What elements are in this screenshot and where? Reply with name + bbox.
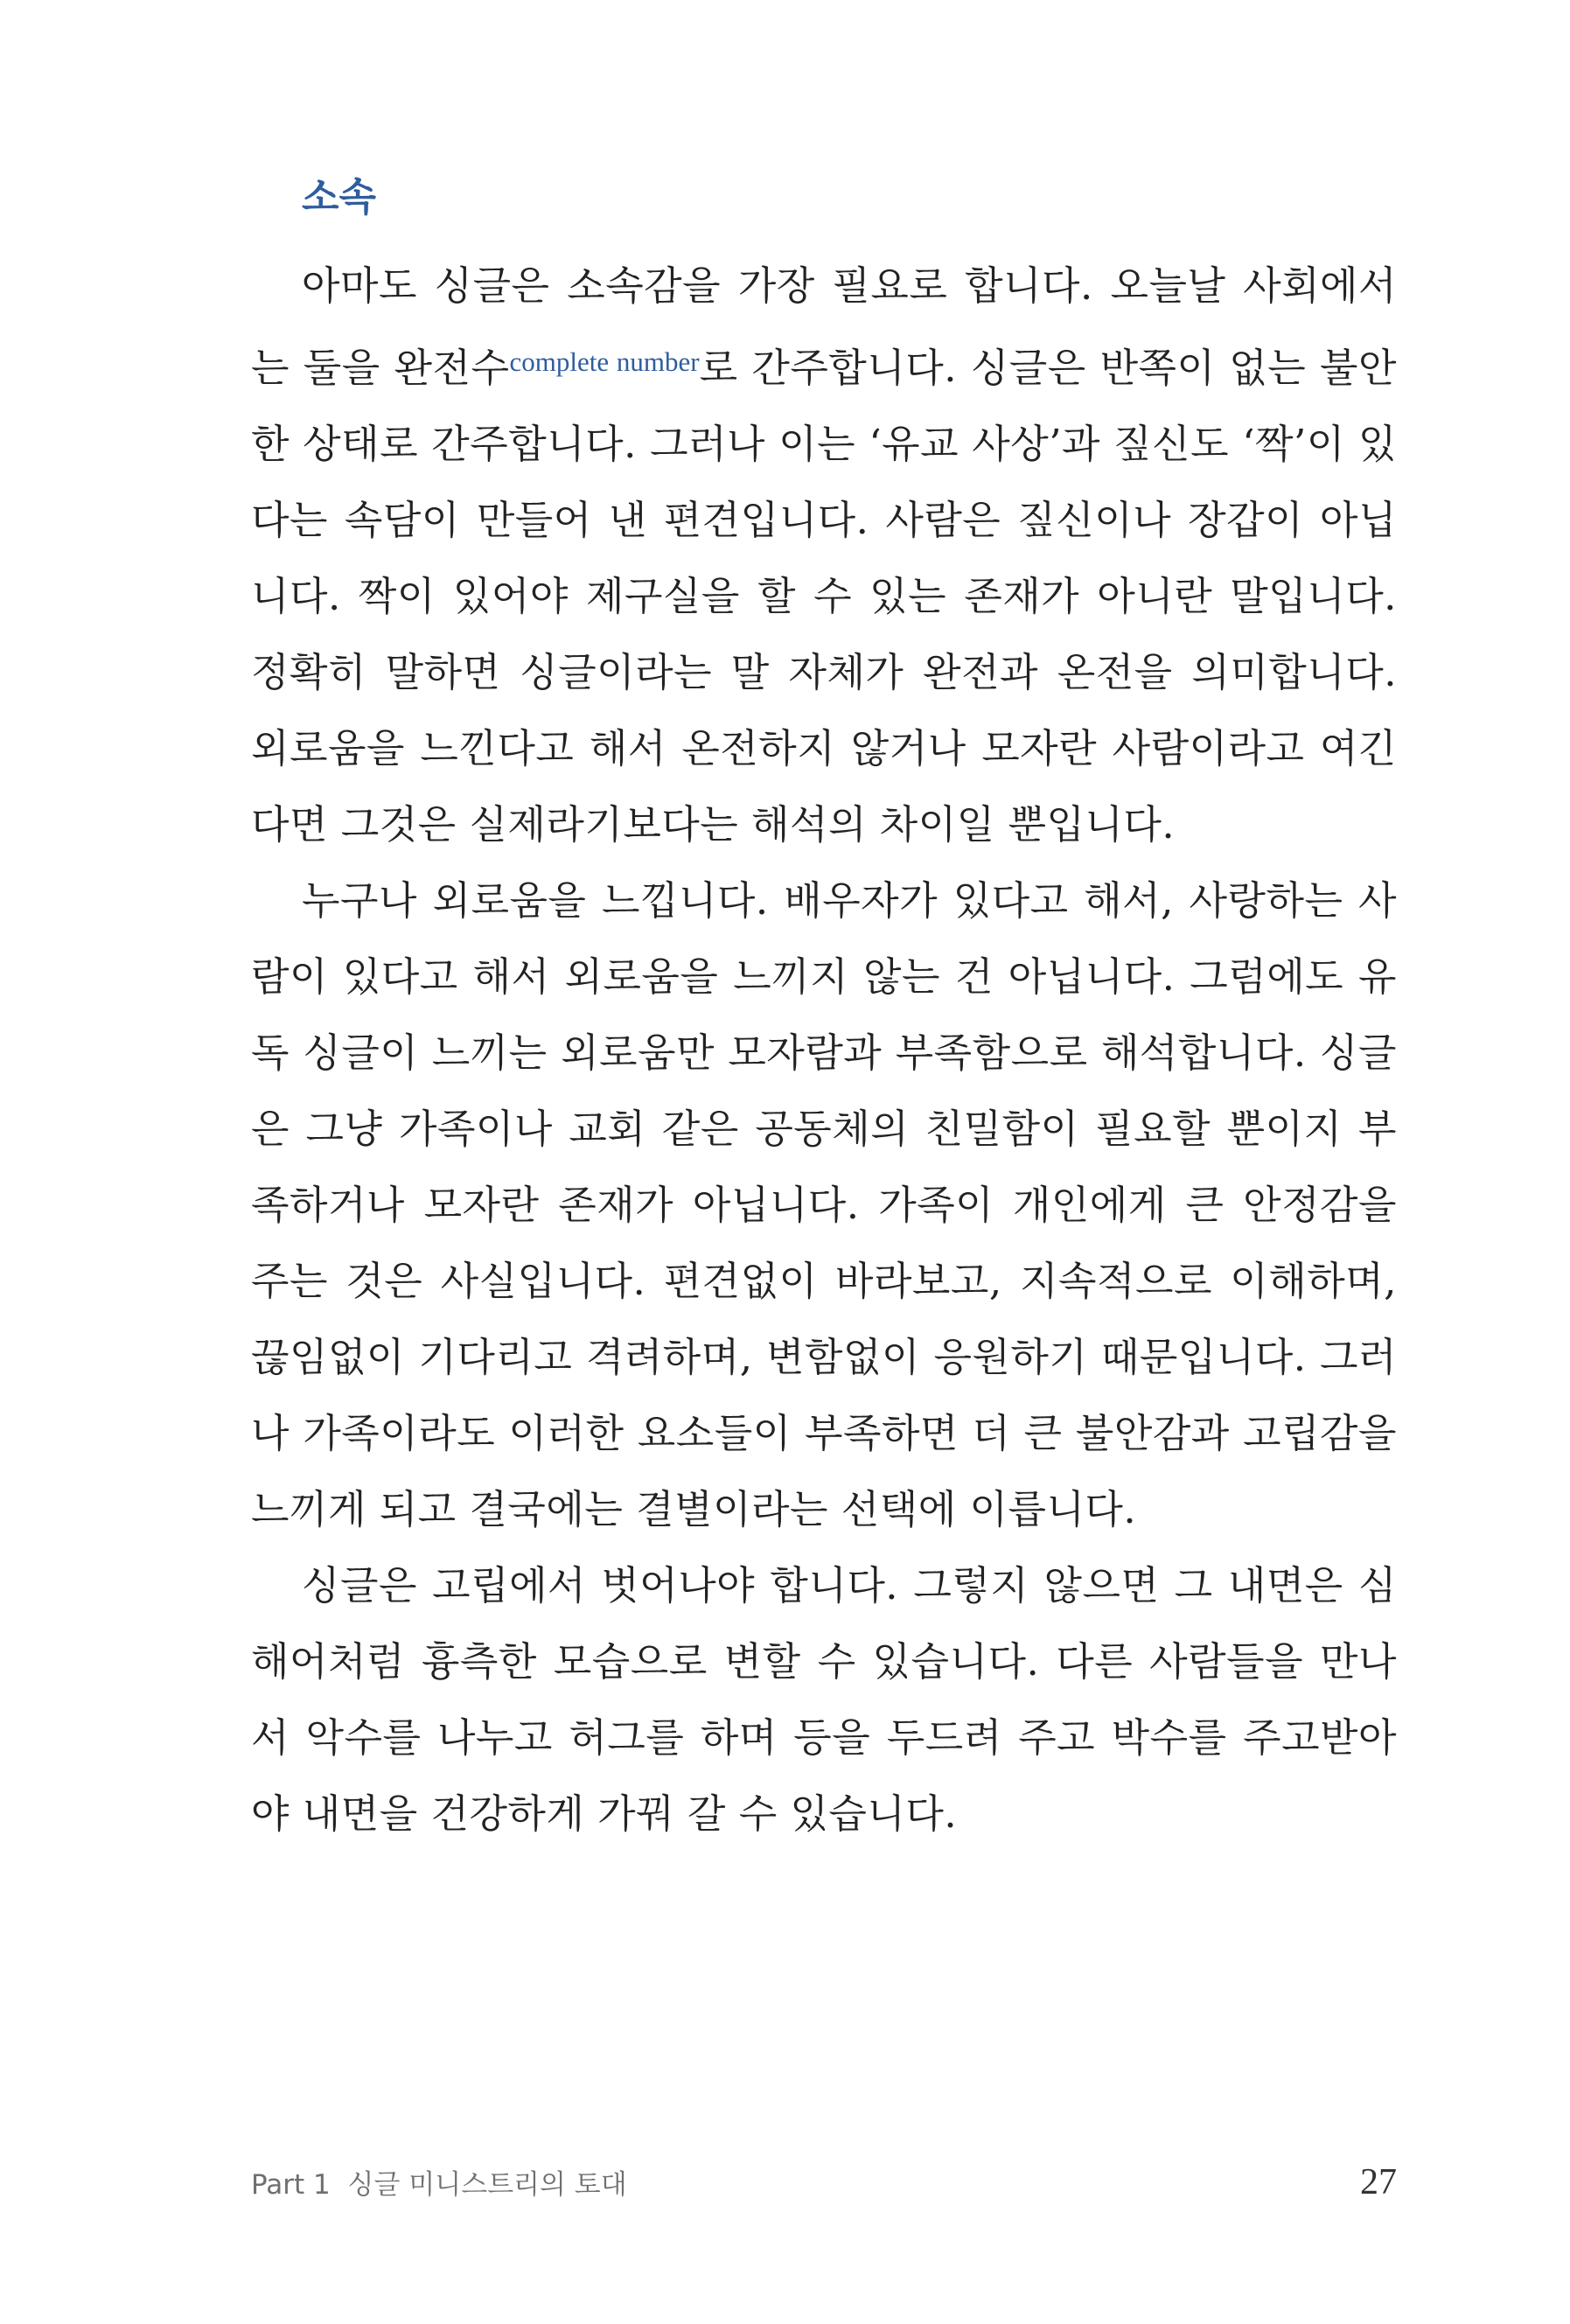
page-number: 27	[1360, 2162, 1397, 2202]
paragraph-1-text-b: 로 간주합니다. 싱글은 반쪽이 없는 불안한 상태로 간주합니다. 그러나 이는 ‘유교 사상’과 짚신도 ‘짝’이 있다는 속담이 만들어 낸 편견입니다. 사람은 짚신이나 장갑이 아닙니다. 짝이 있어야 제구실을 할 수 있는 존재가 아니란 말입니다. 정확히 말하면 싱글이라는 말 자체가 완전과 온전을 의미합니다. 외로움을 느낀다고 해서 온전하지 않거나 모자란 사람이라고 여긴다면 그것은 실제라기보다는 해석의 차이일 뿐입니다.	[251, 345, 1397, 848]
paragraph-1-text-a: 아마도 싱글은 소속감을 가장 필요로 합니다. 오늘날 사회에서는 둘을 완전수	[251, 262, 1397, 391]
running-footer	[251, 2167, 627, 2202]
paragraph-3: 싱글은 고립에서 벗어나야 합니다. 그렇지 않으면 그 내면은 심해어처럼 흉측한 모습으로 변할 수 있습니다. 다른 사람들을 만나서 악수를 나누고 허그를 하며 등을 두드려 주고 박수를 주고받아야 내면을 건강하게 가꿔 갈 수 있습니다.	[251, 1562, 1397, 1837]
paragraph-1	[251, 248, 1397, 862]
gloss-complete-number: complete number	[509, 346, 700, 377]
paragraph-2: 누구나 외로움을 느낍니다. 배우자가 있다고 해서, 사랑하는 사람이 있다고 해서 외로움을 느끼지 않는 건 아닙니다. 그럼에도 유독 싱글이 느끼는 외로움만 모자람과 부족함으로 해석합니다. 싱글은 그냥 가족이나 교회 같은 공동체의 친밀함이 필요할 뿐이지 부족하거나 모자란 존재가 아닙니다. 가족이 개인에게 큰 안정감을 주는 것은 사실입니다. 편견없이 바라보고, 지속적으로 이해하며, 끊임없이 기다리고 격려하며, 변함없이 응원하기 때문입니다. 그러나 가족이라도 이러한 요소들이 부족하면 더 큰 불안감과 고립감을 느끼게 되고 결국에는 결별이라는 선택에 이릅니다.	[251, 877, 1397, 1532]
body-text	[251, 248, 1397, 1852]
section-title: 소속	[302, 175, 377, 220]
footer-chapter-title: 싱글 미니스트리의 토대	[347, 2169, 627, 2201]
footer-part-label: Part 1	[251, 2169, 331, 2201]
